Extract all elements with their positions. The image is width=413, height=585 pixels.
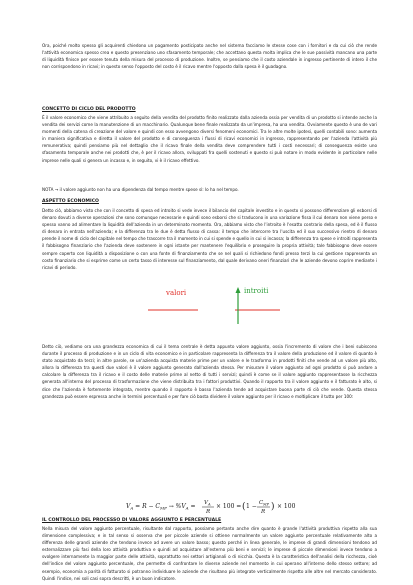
- paragraph-intro: Ora, poiché molto spesso gli acquirenti chiedono un pagamento posticipato anche nel sistema facciamo le stesse cose con i fornitori e da cui ciò che rende l'attività economica spesso crea e questo presenziano uno sfasamento temporale; che accettano questa molta implica che le sue passività mancano una parte di liquidità finisce per essere tenuta della misura del processo di produzione. Inoltre, se pensiamo che il costo aziendale in ingresso pertinente di intero il che non corrispondono in ricavi; in questo senso l'opposto del costo è il ricavo mentre l'opposto dalla spesa è il guadagno.: [42, 43, 377, 70]
- paragraph-economic-aspect: Detto ciò, abbiamo visto che con il concetto di spesa ed introito si vede invece il bilancio del capitale investito e in questo si possono differenziare gli esborsi di denaro dovuti a diverse operazioni che sono comunque necessarie e quindi sono esborsi che si traducono in una variazione fissa il cui denaro non viene perso e spesso vanno ad alimentare la liquidità dell'azienda in un determinato momento. Ora, abbiamo visto che l'introito è l'esatto contrario della spesa, ed è il flusso di denaro in entrata nell'azienda; e la differenza tra le due è detta flusso di cassa: il tempo che intercorre tra l'uscita ed il suo successivo rientro di denaro prende il nome di ciclo del capitale nel tempo che trascorre tra il momento in cui si spende e quello in cui si incassa; la differenza tra spese e introiti rappresenta il fabbisogno finanziario che l'azienda deve sostenere in ogni istante per mantenere l'equilibrio e proseguire la propria attività; tale fabbisogno deve essere sempre coperto con liquidità a disposizione o con una fonte di finanziamento che se nel quali si richiedono fondi presso terzi la cui gestione rappresenta un costo finanziario che si esprime come un certo tasso di interesse sul finanziamento, dal quale derivano oneri finanziari che le aziende devono coprire mediante i ricavi di periodo.: [42, 208, 377, 270]
- svg-text:× 100 =: × 100 =: [216, 503, 242, 510]
- paragraph-value-added: Detto ciò, vediamo ora una grandezza economica di cui il tema centrale è detta appunto valore aggiunto, ossia l'incremento di valore che i beni subiscono durante il processo di produzione e in un ciclo di vita economico e in particolare rappresenta la differenza tra il valore della produzione ed il valore di quanto è stato acquistato da terzi; in altre parole, se un'azienda acquista materie prime per un valore e le trasforma in prodotti finiti che vende ad un valore più alto, allora la differenza tra questi due valori è il valore aggiunto generato dall'azienda stessa. Per misurare il valore aggiunto ad ogni prodotto si può andare a calcolare la differenza tra il ricavo e il costo delle materie prime al netto di tutti i servizi; quindi è come se il valore aggiunto rappresentasse la ricchezza generata all'interno del processo di trasformazione che viene distribuita tra i fattori produttivi. Quando il rapporto tra il valore aggiunto e il fatturato è alto, si dice che l'azienda è fortemente integrata, mentre quando il rapporto è basso l'azienda tende ad acquistare buona parte di ciò che vende. Questa stessa grandezza può essere espressa anche in termini percentuali e per fare ciò basta dividere il valore aggiunto per il ricavo e moltiplicare il tutto per 100:: [42, 344, 377, 399]
- svg-text:R: R: [261, 509, 266, 515]
- hand-drawn-figure: [140, 284, 290, 330]
- formula-svg: [122, 496, 312, 516]
- value-added-formula: [122, 496, 312, 516]
- figure-right-label: introiti: [244, 287, 269, 295]
- svg-text:): ): [271, 502, 275, 512]
- svg-text:C: C: [259, 500, 264, 506]
- heading-economic-aspect: ASPETTO ECONOMICO: [42, 199, 99, 204]
- paragraph-note: NOTA → il valore aggiunto non ha una dipendenza dal tempo mentre spese sì: lo ha nel tempo.: [42, 187, 239, 192]
- svg-text:(: (: [242, 502, 246, 512]
- heading-product-cycle: CONCETTO DI CICLO DEL PRODOTTO: [42, 107, 136, 112]
- green-arrow-head-icon: [236, 287, 241, 293]
- svg-text:A: A: [208, 501, 211, 507]
- paragraph-percentage: Nella misura del valore aggiunto percentuale, risultante dal rapporto, possiamo pertanto anche dire quanto è grande l'attività produttiva rispetto alla sua dimensione complessiva; e in tal senso si osserva che per piccole aziende si ottiene normalmente un valore aggiunto percentuale relativamente alto a differenza delle grandi aziende che tendono invece ad avere un valore basso; questo perché in linea generale, le imprese di grandi dimensioni tendono ad esternalizzare più fasi della loro attività produttiva e quindi ad acquistare all'esterno più beni e servizi; le imprese di piccole dimensioni invece tendono a svolgere internamente la maggior parte delle attività, soprattutto nei settori artigianali o di nicchia. Questa è la caratteristica dell'analisi della ricchezza, cioè dell'indice del valore aggiunto percentuale, che permette di confrontare le diverse aziende nel momento in cui operano all'interno dello stesso settore; ad esempio, economia a parità di fatturato si potranno individuare le aziende che risultano più integrate verticalmente rispetto alle altre nel mercato considerato. Quindi l'indice, nei soli casi sopra descritti, è un buon indicatore.: [42, 526, 377, 581]
- svg-text:V: V: [204, 500, 208, 506]
- paragraph-product-cycle: È il valore economico che viene attribuito a seguito della vendita del prodotto finito realizzato dalla azienda ossia per vendita di un prodotto si intende anche la vendita dei servizi come la manutenzione di un macchinario. Qualunque bene finale realizzato da un'impresa, ha una vendita. Ovviamente questo è uno de vari momenti della catena di creazione del valore e quindi con esso avvengono diversi fenomeni economici. Tra le altre molte ipotesi, quelli contabili sono: aumenta in maniera significativa e diretta il valore del prodotto e di conseguenza i flussi di ricavi economici in ingresso, rappresentando per l'azienda l'attività più remunerativa; quindi pensiamo più nel dettaglio che il ricavo finale della vendita deve comprendere tutti i costi necessari; di conseguenza esiste uno sfasamento temporale anche nei prodotti che, è per il ricavo allora, sviluppati fra quelli sostenuti e questo si può notare in modo evidente in particolare nelle imprese nelle quali si genera un incasso e, in seguito, vi è il ricavo effettivo.: [42, 115, 377, 163]
- figure-left-label: valori: [166, 289, 187, 297]
- svg-text:VA = R − CMP → %VA =: $V_A = R - C_{MP} \to \%V_A$ =: [126, 503, 196, 511]
- svg-text:MP: MP: [263, 502, 269, 507]
- svg-text:× 100: × 100: [277, 503, 296, 510]
- svg-text:R: R: [206, 509, 211, 515]
- svg-text:1 −: 1 −: [246, 503, 257, 510]
- heading-value-added-control: IL CONTROLLO DEL PROCESSO DI VALORE AGGIUNTO E PERCENTUALE: [42, 518, 222, 523]
